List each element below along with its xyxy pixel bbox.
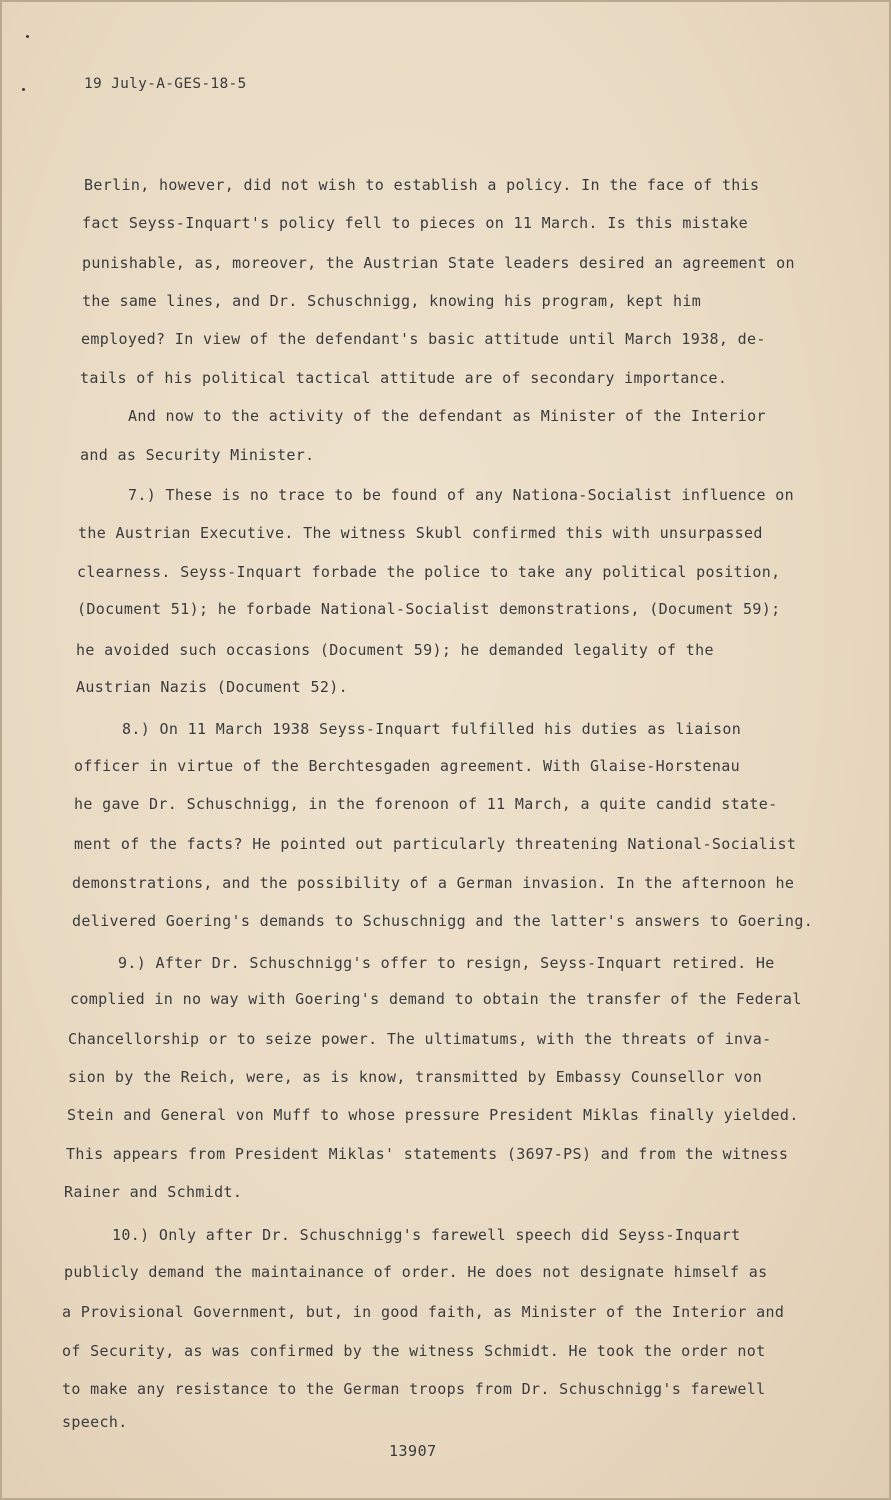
body-line: he gave Dr. Schuschnigg, in the forenoon of 11 March, a quite candid state- [74,795,778,813]
body-line: publicly demand the maintainance of order. He does not designate himself as [64,1263,768,1281]
body-line: speech. [62,1413,128,1431]
body-line: Berlin, however, did not wish to establish a policy. In the face of this [84,176,760,194]
body-line: ment of the facts? He pointed out particularly threatening National-Socialist [74,835,797,853]
body-line: delivered Goering's demands to Schuschnigg and the latter's answers to Goering. [72,912,814,930]
body-line: This appears from President Miklas' statements (3697-PS) and from the witness [66,1145,789,1163]
body-line: the same lines, and Dr. Schuschnigg, knowing his program, kept him [82,292,702,310]
page-number: 13907 [389,1442,437,1460]
body-line: of Security, as was confirmed by the witness Schmidt. He took the order not [62,1342,766,1360]
body-line: employed? In view of the defendant's basic attitude until March 1938, de- [81,330,766,348]
body-line: 9.) After Dr. Schuschnigg's offer to resign, Seyss-Inquart retired. He [118,954,775,972]
body-line: tails of his political tactical attitude are of secondary importance. [80,369,728,387]
body-line: clearness. Seyss-Inquart forbade the police to take any political position, [77,563,781,581]
punch-mark [22,88,25,91]
body-line: Austrian Nazis (Document 52). [76,678,349,696]
body-line: the Austrian Executive. The witness Skubl confirmed this with unsurpassed [78,524,763,542]
body-line: 8.) On 11 March 1938 Seyss-Inquart fulfilled his duties as liaison [122,720,742,738]
body-line: punishable, as, moreover, the Austrian State leaders desired an agreement on [82,254,795,272]
body-line: he avoided such occasions (Document 59); he demanded legality of the [76,641,714,659]
body-line: And now to the activity of the defendant as Minister of the Interior [128,407,766,425]
body-line: fact Seyss-Inquart's policy fell to pieces on 11 March. Is this mistake [82,214,749,232]
body-line: Chancellorship or to seize power. The ultimatums, with the threats of inva- [68,1030,772,1048]
punch-mark [26,35,29,38]
body-line: officer in virtue of the Berchtesgaden agreement. With Glaise-Horstenau [74,757,741,775]
body-line: Stein and General von Muff to whose pressure President Miklas finally yielded. [67,1106,799,1124]
body-line: (Document 51); he forbade National-Socialist demonstrations, (Document 59); [77,600,781,618]
body-line: 7.) These is no trace to be found of any Nationa-Socialist influence on [128,486,795,504]
body-line: demonstrations, and the possibility of a German invasion. In the afternoon he [72,874,795,892]
body-line: 10.) Only after Dr. Schuschnigg's farewell speech did Seyss-Inquart [112,1226,741,1244]
body-line: sion by the Reich, were, as is know, transmitted by Embassy Counsellor von [68,1068,763,1086]
body-line: to make any resistance to the German troops from Dr. Schuschnigg's farewell [62,1380,766,1398]
document-reference: 19 July-A-GES-18-5 [84,76,247,92]
body-line: Rainer and Schmidt. [64,1183,243,1201]
body-line: and as Security Minister. [80,446,315,464]
body-line: complied in no way with Goering's demand to obtain the transfer of the Federal [70,990,802,1008]
body-line: a Provisional Government, but, in good faith, as Minister of the Interior and [62,1303,785,1321]
